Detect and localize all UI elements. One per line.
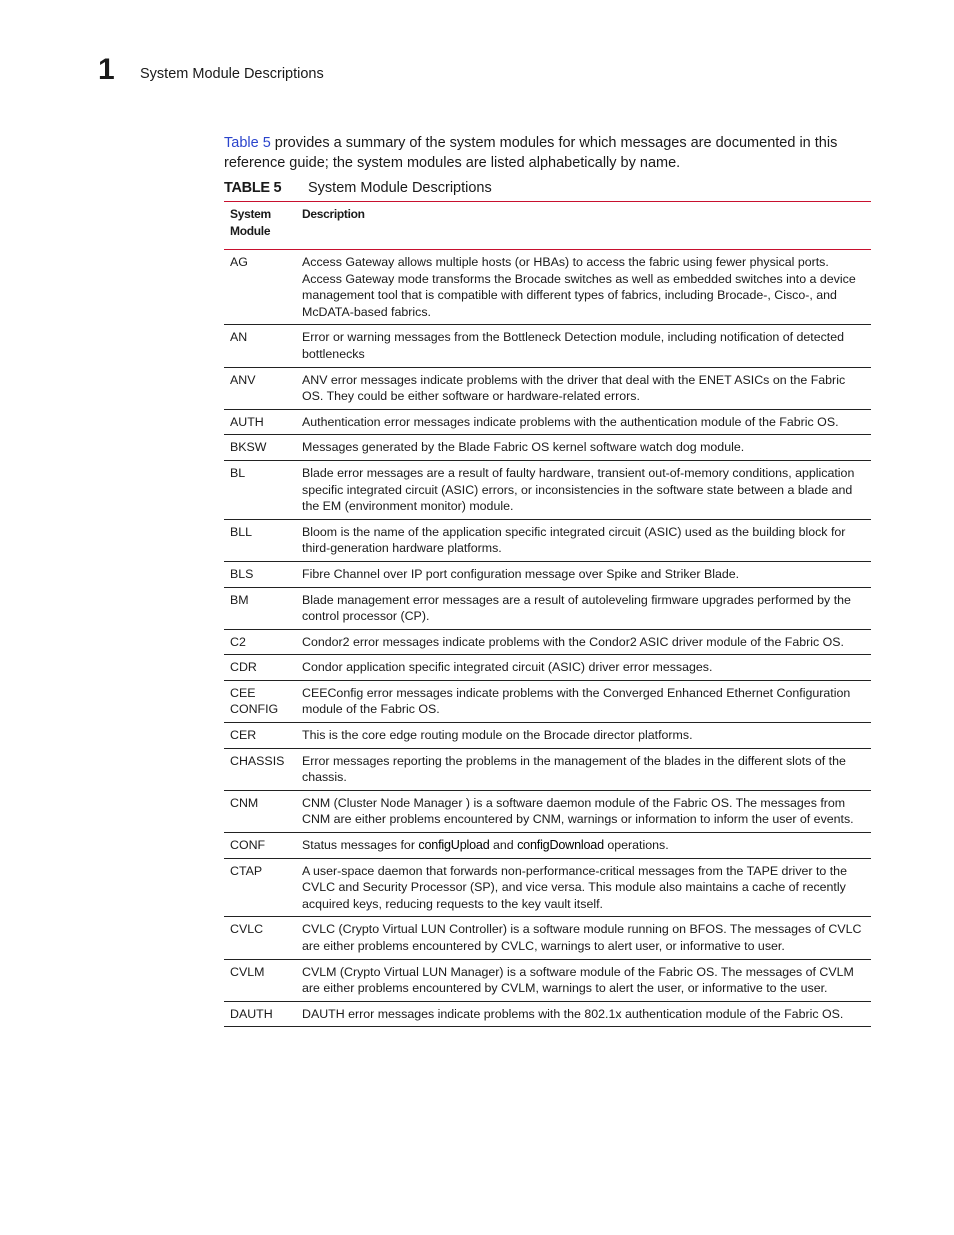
module-name-cell: C2: [224, 629, 296, 655]
system-modules-table: [224, 201, 871, 1027]
table-row: [224, 917, 871, 959]
table-row: [224, 519, 871, 561]
intro-text: provides a summary of the system modules for which messages are documented in this reference guide; the system modules are listed alphabetically by name.: [224, 135, 838, 171]
table-row: [224, 680, 871, 722]
module-description-cell: [296, 833, 871, 859]
module-name-cell: DAUTH: [224, 1001, 296, 1027]
table-row: [224, 409, 871, 435]
module-name-cell: CER: [224, 723, 296, 749]
module-description-cell: A user-space daemon that forwards non-performance-critical messages from the TAPE driver to the CVLC and Security Processor (SP), and vice versa. This module also maintains a cache of recently acquired keys, reducing requests to the key vault itself.: [296, 858, 871, 917]
table-row: [224, 858, 871, 917]
command-name: configUpload: [418, 838, 490, 853]
table-row: [224, 460, 871, 519]
module-description-cell: Bloom is the name of the application specific integrated circuit (ASIC) used as the building block for third-generation hardware platforms.: [296, 519, 871, 561]
module-description-cell: Condor2 error messages indicate problems with the Condor2 ASIC driver module of the Fabric OS.: [296, 629, 871, 655]
module-name-cell: BLS: [224, 561, 296, 587]
table-caption: [224, 179, 492, 197]
table-row: [224, 1001, 871, 1027]
module-name-cell: BKSW: [224, 435, 296, 461]
column-header-system-module-label: System Module: [230, 207, 271, 238]
table-row: [224, 367, 871, 409]
module-name-cell: CEE CONFIG: [224, 680, 296, 722]
module-description-cell: Access Gateway allows multiple hosts (or HBAs) to access the fabric using fewer physical ports. Access Gateway mode transforms the Brocade switches as well as embedded switches into a device management tool that is compatible with different types of fabrics, including Brocade-, Cisco-, and McDATA-based fabrics.: [296, 250, 871, 325]
command-name: configDownload: [517, 838, 604, 853]
table-row: [224, 435, 871, 461]
description-text: and: [489, 838, 518, 853]
table-row: [224, 748, 871, 790]
column-header-description: Description: [296, 202, 871, 250]
module-name-cell: AG: [224, 250, 296, 325]
description-text: operations.: [603, 838, 669, 853]
module-description-cell: Error messages reporting the problems in the management of the blades in the different slots of the chassis.: [296, 748, 871, 790]
module-name-cell: CVLM: [224, 959, 296, 1001]
column-header-system-module: [224, 202, 296, 250]
description-text: Status messages for: [302, 838, 419, 853]
module-name-cell: AUTH: [224, 409, 296, 435]
module-name-cell: AN: [224, 325, 296, 367]
intro-paragraph: [224, 134, 874, 173]
module-name-cell: CONF: [224, 833, 296, 859]
table-row: [224, 655, 871, 681]
table-row: [224, 723, 871, 749]
module-name-cell: CVLC: [224, 917, 296, 959]
table-header-row: [224, 202, 871, 250]
module-description-cell: CEEConfig error messages indicate problems with the Converged Enhanced Ethernet Configuration module of the Fabric OS.: [296, 680, 871, 722]
module-name-cell: BL: [224, 460, 296, 519]
module-description-cell: Condor application specific integrated circuit (ASIC) driver error messages.: [296, 655, 871, 681]
module-description-cell: This is the core edge routing module on the Brocade director platforms.: [296, 723, 871, 749]
module-name-cell: CTAP: [224, 858, 296, 917]
module-name-cell: ANV: [224, 367, 296, 409]
module-description-cell: Blade error messages are a result of faulty hardware, transient out-of-memory conditions, application specific integrated circuit (ASIC) errors, or inconsistencies in the software state between a blade and the EM (environment monitor) module.: [296, 460, 871, 519]
table-body: [224, 250, 871, 1027]
module-description-cell: Authentication error messages indicate problems with the authentication module of the Fabric OS.: [296, 409, 871, 435]
table-caption-title: System Module Descriptions: [308, 180, 492, 196]
module-description-cell: CNM (Cluster Node Manager ) is a software daemon module of the Fabric OS. The messages from CNM are either problems encountered by CNM, warnings or information to inform the user of events.: [296, 790, 871, 832]
table-row: [224, 959, 871, 1001]
module-description-cell: ANV error messages indicate problems with the driver that deal with the ENET ASICs on the Fabric OS. They could be either software or hardware-related errors.: [296, 367, 871, 409]
table-row: [224, 587, 871, 629]
table-row: [224, 833, 871, 859]
table-row: [224, 629, 871, 655]
module-description-cell: CVLM (Crypto Virtual LUN Manager) is a software module of the Fabric OS. The messages of CVLM are either problems encountered by CVLM, warnings to alert the user, or informative to the user.: [296, 959, 871, 1001]
table-row: [224, 325, 871, 367]
table-cross-reference-link[interactable]: Table 5: [224, 135, 271, 151]
running-header-title: System Module Descriptions: [140, 66, 324, 82]
table-row: [224, 790, 871, 832]
module-description-cell: DAUTH error messages indicate problems with the 802.1x authentication module of the Fabric OS.: [296, 1001, 871, 1027]
module-description-cell: Fibre Channel over IP port configuration message over Spike and Striker Blade.: [296, 561, 871, 587]
module-name-cell: CDR: [224, 655, 296, 681]
module-name-cell: CHASSIS: [224, 748, 296, 790]
chapter-number: 1: [98, 53, 115, 86]
module-description-cell: Blade management error messages are a result of autoleveling firmware upgrades performed by the control processor (CP).: [296, 587, 871, 629]
table-row: [224, 250, 871, 325]
module-description-cell: Error or warning messages from the Bottleneck Detection module, including notification of detected bottlenecks: [296, 325, 871, 367]
table-caption-label: TABLE 5: [224, 180, 282, 196]
table-row: [224, 561, 871, 587]
module-description-cell: Messages generated by the Blade Fabric OS kernel software watch dog module.: [296, 435, 871, 461]
module-name-cell: BLL: [224, 519, 296, 561]
module-name-cell: CNM: [224, 790, 296, 832]
module-name-cell: BM: [224, 587, 296, 629]
module-description-cell: CVLC (Crypto Virtual LUN Controller) is a software module running on BFOS. The messages of CVLC are either problems encountered by CVLC, warnings to alert user, or informative to user.: [296, 917, 871, 959]
